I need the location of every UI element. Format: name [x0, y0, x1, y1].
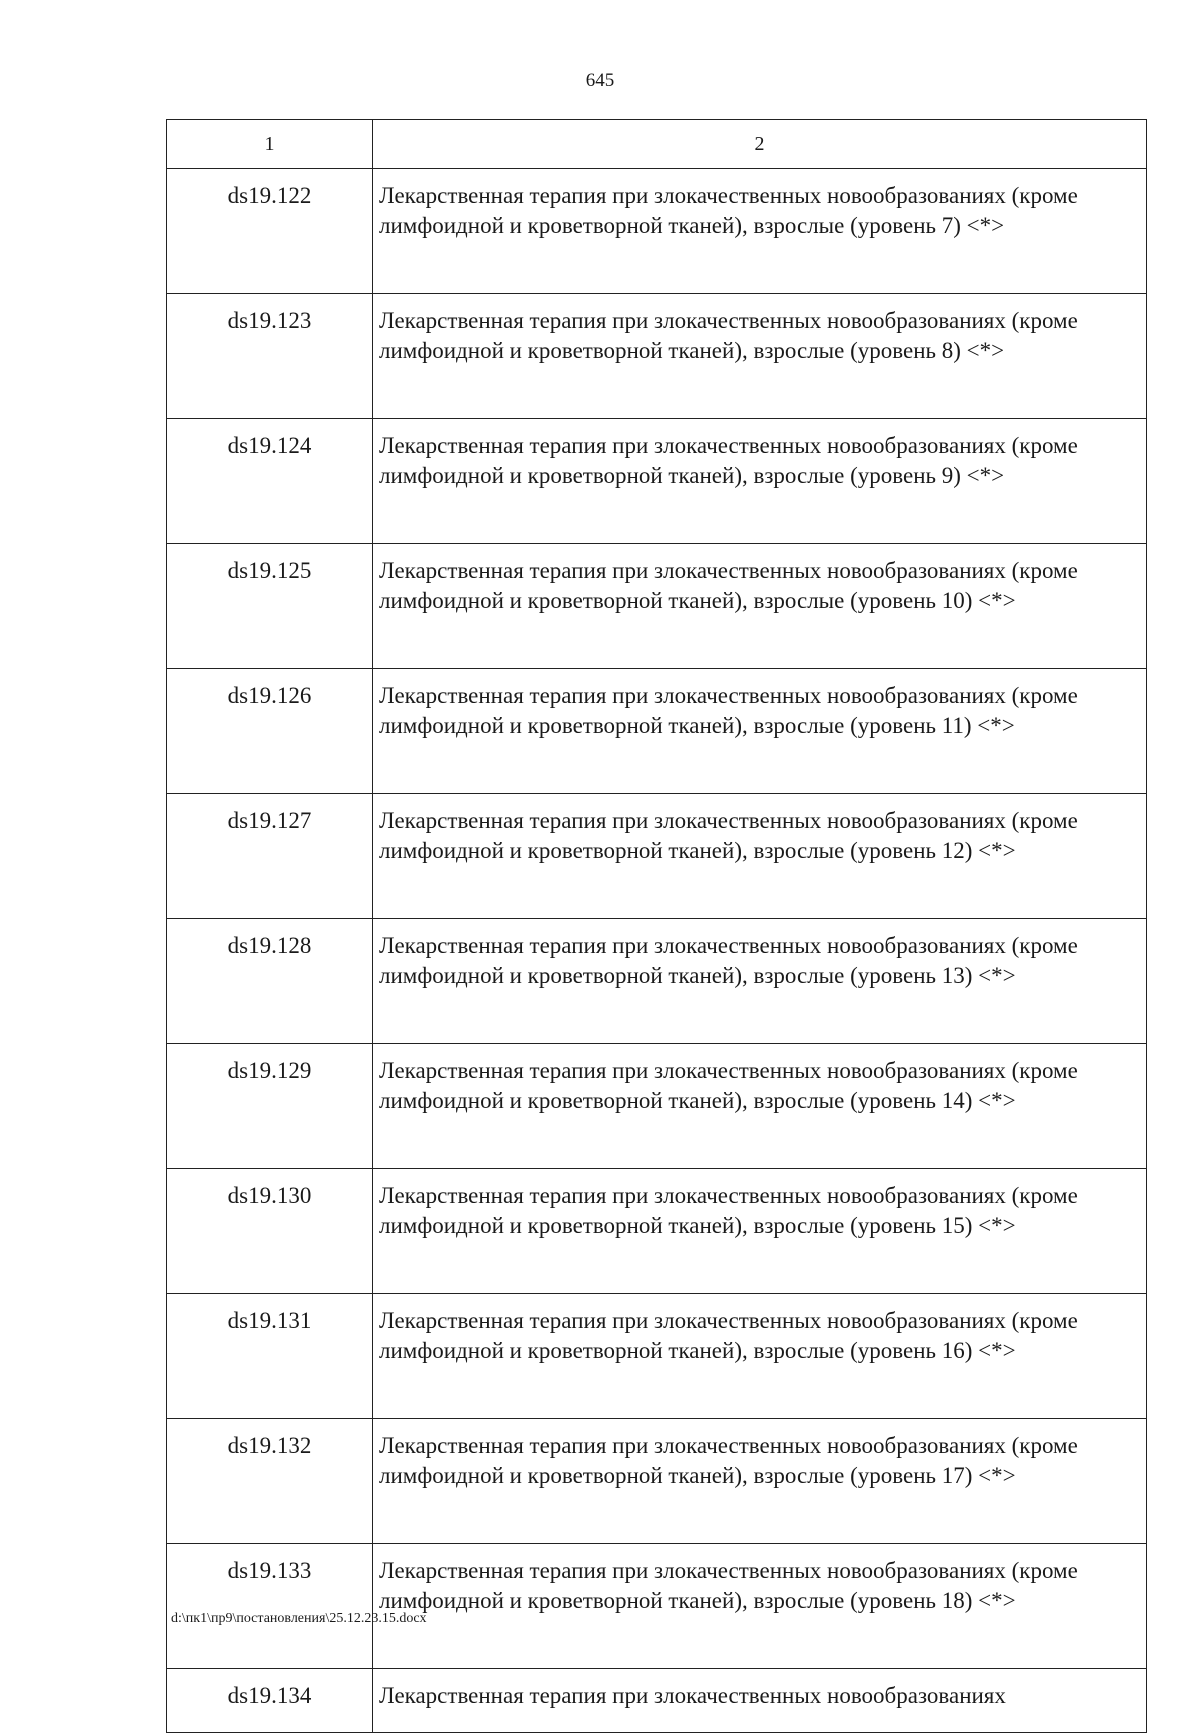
table-row	[167, 419, 1147, 544]
code-cell: ds19.127	[167, 794, 373, 919]
tariff-table	[166, 119, 1147, 1733]
description-cell: Лекарственная терапия при злокачественных новообразованиях (кроме лимфоидной и кроветворной тканей), взрослые (уровень 18) <*>	[373, 1544, 1147, 1669]
code-cell: ds19.133	[167, 1544, 373, 1669]
code-cell: ds19.129	[167, 1044, 373, 1169]
table-row	[167, 1044, 1147, 1169]
table-header-row	[167, 120, 1147, 169]
table-row	[167, 1294, 1147, 1419]
code-cell: ds19.130	[167, 1169, 373, 1294]
code-cell: ds19.122	[167, 169, 373, 294]
code-cell: ds19.123	[167, 294, 373, 419]
description-cell: Лекарственная терапия при злокачественных новообразованиях (кроме лимфоидной и кроветворной тканей), взрослые (уровень 14) <*>	[373, 1044, 1147, 1169]
table-row	[167, 294, 1147, 419]
description-cell: Лекарственная терапия при злокачественных новообразованиях (кроме лимфоидной и кроветворной тканей), взрослые (уровень 7) <*>	[373, 169, 1147, 294]
description-cell: Лекарственная терапия при злокачественных новообразованиях (кроме лимфоидной и кроветворной тканей), взрослые (уровень 13) <*>	[373, 919, 1147, 1044]
column-header-2: 2	[373, 120, 1147, 169]
table-row	[167, 1544, 1147, 1669]
table-row	[167, 919, 1147, 1044]
description-cell: Лекарственная терапия при злокачественных новообразованиях (кроме лимфоидной и кроветворной тканей), взрослые (уровень 9) <*>	[373, 419, 1147, 544]
table-row	[167, 669, 1147, 794]
code-cell: ds19.124	[167, 419, 373, 544]
table-row	[167, 544, 1147, 669]
code-cell: ds19.126	[167, 669, 373, 794]
description-cell: Лекарственная терапия при злокачественных новообразованиях (кроме лимфоидной и кроветворной тканей), взрослые (уровень 15) <*>	[373, 1169, 1147, 1294]
description-cell: Лекарственная терапия при злокачественных новообразованиях (кроме лимфоидной и кроветворной тканей), взрослые (уровень 8) <*>	[373, 294, 1147, 419]
table-row	[167, 169, 1147, 294]
description-cell: Лекарственная терапия при злокачественных новообразованиях (кроме лимфоидной и кроветворной тканей), взрослые (уровень 11) <*>	[373, 669, 1147, 794]
table-row	[167, 1169, 1147, 1294]
code-cell: ds19.131	[167, 1294, 373, 1419]
description-cell: Лекарственная терапия при злокачественных новообразованиях (кроме лимфоидной и кроветворной тканей), взрослые (уровень 17) <*>	[373, 1419, 1147, 1544]
description-cell: Лекарственная терапия при злокачественных новообразованиях	[373, 1669, 1147, 1733]
table-row	[167, 1419, 1147, 1544]
description-cell: Лекарственная терапия при злокачественных новообразованиях (кроме лимфоидной и кроветворной тканей), взрослые (уровень 12) <*>	[373, 794, 1147, 919]
column-header-1: 1	[167, 120, 373, 169]
code-cell: ds19.132	[167, 1419, 373, 1544]
code-cell: ds19.128	[167, 919, 373, 1044]
page-number: 645	[585, 70, 615, 91]
code-cell: ds19.125	[167, 544, 373, 669]
description-cell: Лекарственная терапия при злокачественных новообразованиях (кроме лимфоидной и кроветворной тканей), взрослые (уровень 10) <*>	[373, 544, 1147, 669]
table-row	[167, 794, 1147, 919]
code-cell: ds19.134	[167, 1669, 373, 1733]
description-cell: Лекарственная терапия при злокачественных новообразованиях (кроме лимфоидной и кроветворной тканей), взрослые (уровень 16) <*>	[373, 1294, 1147, 1419]
table-row	[167, 1669, 1147, 1733]
footer-file-path: d:\пк1\пр9\постановления\25.12.23.15.docx	[171, 1611, 427, 1626]
